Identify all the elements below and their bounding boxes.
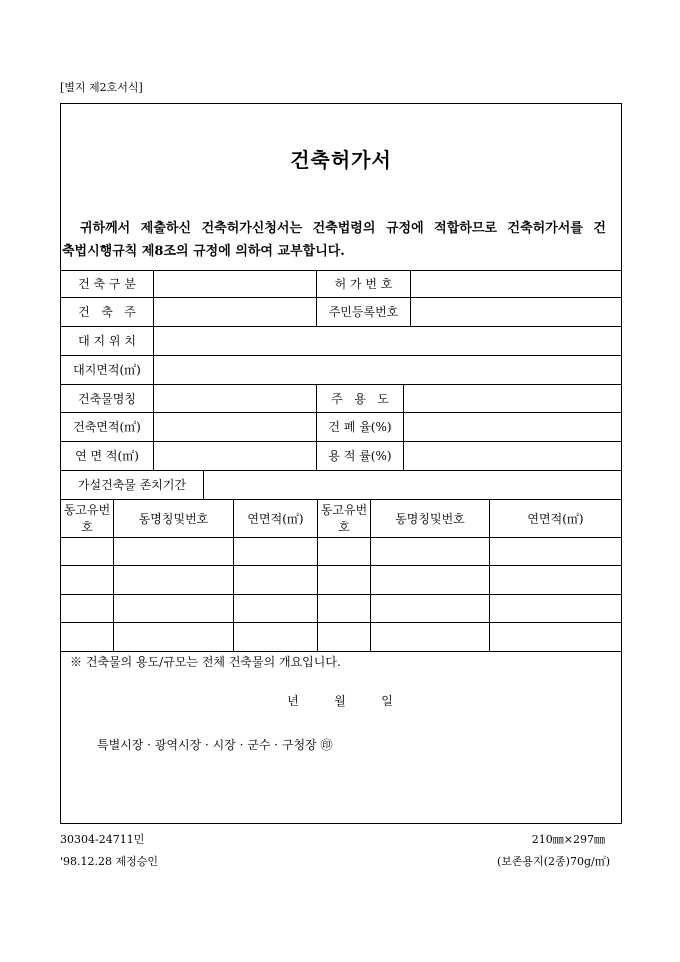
- temporary-period-label: 가설건축물 존치기간: [77, 478, 187, 492]
- paper-size: 210㎜×297㎜: [531, 833, 605, 846]
- column-header-floor-area-2: 연면적(㎡): [527, 511, 584, 526]
- table-row: [61, 623, 621, 651]
- coverage-ratio-label: 건 폐 율(%): [328, 420, 392, 434]
- notice-line-1: 귀하께서 제출하신 건축허가신청서는 건축법령의 규정에 적합하므로 건축허가서를 건: [80, 221, 606, 236]
- owner-label: 건 축 주: [78, 305, 136, 319]
- column-header-building-id: 동고유번호: [63, 503, 111, 534]
- total-floor-area-value: [154, 442, 316, 470]
- table-line: [60, 651, 622, 652]
- building-category-value: [154, 271, 316, 297]
- column-header-building-name: 동명칭및번호: [138, 511, 209, 526]
- building-area-value: [154, 413, 316, 441]
- form-number: [별지 제2호서식]: [60, 81, 143, 94]
- permit-number-value: [411, 271, 621, 297]
- owner-value: [154, 298, 316, 326]
- building-category-label: 건 축 구 분: [78, 277, 136, 291]
- resident-number-label: 주민등록번호: [328, 305, 399, 319]
- table-row: [61, 538, 621, 565]
- floor-area-ratio-label: 용 적 률(%): [328, 449, 392, 463]
- site-area-value: [154, 356, 621, 384]
- table-row: [61, 595, 621, 622]
- column-header-building-name-2: 동명칭및번호: [395, 511, 465, 526]
- main-use-label: 주 용 도: [331, 391, 389, 406]
- column-header-floor-area: 연면적(㎡): [247, 511, 304, 526]
- building-name-value: [154, 385, 316, 412]
- building-name-label: 건축물명칭: [78, 391, 136, 406]
- site-area-label: 대지면적(㎡): [73, 363, 141, 377]
- floor-area-ratio-value: [404, 442, 621, 470]
- temporary-period-value: [204, 471, 621, 499]
- notice-line-2: 축법시행규칙 제8조의 규정에 의하여 교부합니다.: [62, 244, 345, 259]
- site-location-value: [154, 327, 621, 355]
- resident-number-value: [411, 298, 621, 326]
- form-code: 30304-24711민: [60, 833, 145, 846]
- main-use-value: [404, 385, 621, 412]
- site-location-label: 대 지 위 치: [78, 334, 136, 348]
- column-header-building-id-2: 동고유번호: [320, 503, 368, 534]
- document-title: 건축허가서: [290, 148, 392, 172]
- approval-date: '98.12.28 제정승인: [60, 855, 159, 868]
- coverage-ratio-value: [404, 413, 621, 441]
- building-area-label: 건축면적(㎡): [73, 420, 141, 434]
- table-row: [61, 566, 621, 594]
- issue-date: 년 월 일: [287, 694, 393, 708]
- footer-note: ※ 건축물의 용도/규모는 전체 건축물의 개요입니다.: [70, 655, 341, 669]
- total-floor-area-label: 연 면 적(㎡): [75, 449, 139, 463]
- paper-type: (보존용지(2종)70g/㎡): [496, 855, 610, 868]
- issuer-signature: 특별시장 · 광역시장 · 시장 · 군수 · 구청장 ㊞: [97, 738, 333, 752]
- permit-number-label: 허 가 번 호: [334, 277, 393, 291]
